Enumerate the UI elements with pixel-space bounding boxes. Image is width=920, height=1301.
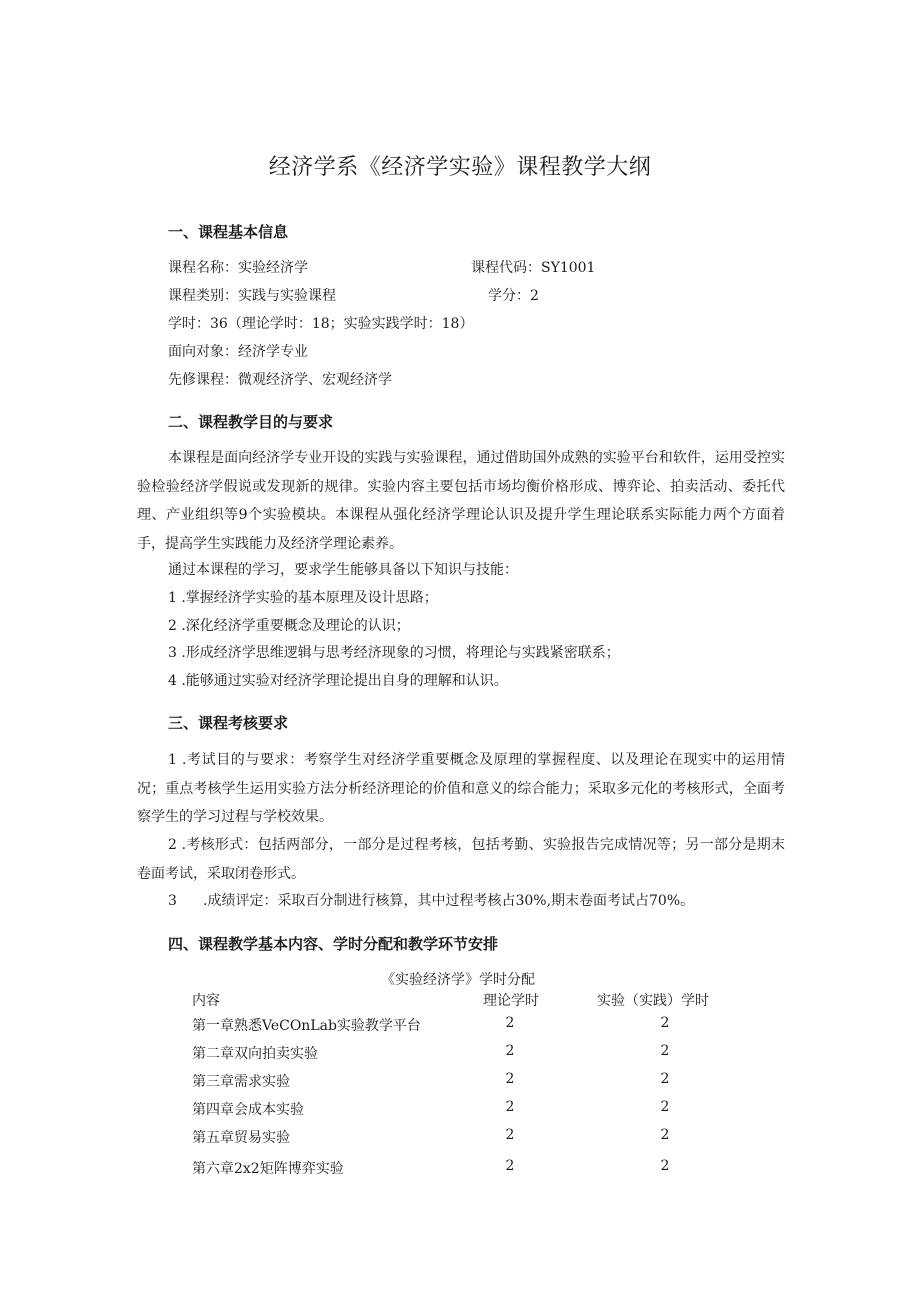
row-theory: 2 [505, 1071, 515, 1087]
row-practice: 2 [660, 1127, 670, 1143]
row-content: 第四章会成本实验 [192, 1102, 304, 1118]
course-credit: 学分：2 [488, 288, 539, 304]
table-row [0, 1071, 920, 1093]
course-prereq: 先修课程：微观经济学、宏观经济学 [168, 372, 392, 388]
course-category: 课程类别：实践与实验课程 [168, 288, 336, 304]
table-caption: 《实验经济学》学时分配 [381, 972, 535, 988]
section-4-heading: 四、课程教学基本内容、学时分配和教学环节安排 [168, 935, 499, 953]
row-theory: 2 [505, 1099, 515, 1115]
document-title: 经济学系《经济学实验》课程教学大纲 [268, 155, 652, 180]
row-content: 第五章贸易实验 [192, 1130, 290, 1146]
row-content: 第二章双向拍卖实验 [192, 1046, 318, 1062]
exam-format-paragraph: 2 .考核形式：包括两部分，一部分是过程考核，包括考勤、实验报告完成情况等；另一部分是期末卷面考试，采取闭卷形式。 [137, 837, 785, 882]
exam-purpose-paragraph: 1 .考试目的与要求：考察学生对经济学重要概念及原理的掌握程度、以及理论在现实中的运用情况；重点考核学生运用实验方法分析经济理论的价值和意义的综合能力；采取多元化的考核形式，全面考察学生的学习过程与学校效果。 [137, 752, 785, 825]
row-content: 第一章熟悉VeCOnLab实验教学平台 [192, 1018, 421, 1034]
objective-paragraph: 本课程是面向经济学专业开设的实践与实验课程，通过借助国外成熟的实验平台和软件，运用受控实验检验经济学假说或发现新的规律。实验内容主要包括市场均衡价格形成、博弈论、拍卖活动、委托代理、产业组织等9个实验模块。本课程从强化经济学理论认识及提升学生理论联系实际能力两个方面着手，提高学生实践能力及经济学理论素养。 [137, 450, 785, 552]
row-content: 第六章2x2矩阵博弈实验 [192, 1161, 344, 1177]
row-content: 第三章需求实验 [192, 1074, 290, 1090]
skill-item: 1 .掌握经济学实验的基本原理及设计思路； [168, 590, 438, 606]
table-header-content: 内容 [192, 993, 220, 1009]
row-practice: 2 [660, 1043, 670, 1059]
skill-item: 2 .深化经济学重要概念及理论的认识； [168, 618, 410, 634]
course-name: 课程名称：实验经济学 [168, 260, 308, 276]
section-1-heading: 一、课程基本信息 [168, 223, 289, 241]
skill-item: 3 .形成经济学思维逻辑与思考经济现象的习惯，将理论与实践紧密联系； [168, 645, 620, 661]
table-row [0, 1099, 920, 1121]
table-row [0, 1015, 920, 1037]
row-practice: 2 [660, 1158, 670, 1174]
row-theory: 2 [505, 1158, 515, 1174]
course-code: 课程代码：SY1001 [471, 260, 596, 276]
grading-text: .成绩评定：采取百分制进行核算，其中过程考核占30%,期末卷面考试占70%。 [203, 893, 695, 909]
row-theory: 2 [505, 1015, 515, 1031]
section-3-heading: 三、课程考核要求 [168, 714, 289, 732]
row-practice: 2 [660, 1099, 670, 1115]
table-row [0, 1043, 920, 1065]
section-2-heading: 二、课程教学目的与要求 [168, 413, 334, 431]
table-header-practice: 实验（实践）学时 [597, 993, 709, 1009]
skills-intro: 通过本课程的学习，要求学生能够具备以下知识与技能： [168, 562, 518, 578]
course-hours: 学时：36（理论学时：18；实验实践学时：18） [168, 316, 474, 332]
grading-number: 3 [168, 893, 177, 909]
table-header-theory: 理论学时 [483, 993, 539, 1009]
row-practice: 2 [660, 1071, 670, 1087]
table-row [0, 1158, 920, 1180]
row-theory: 2 [505, 1127, 515, 1143]
skill-item: 4 .能够通过实验对经济学理论提出自身的理解和认识。 [168, 673, 508, 689]
course-audience: 面向对象：经济学专业 [168, 344, 308, 360]
row-practice: 2 [660, 1015, 670, 1031]
row-theory: 2 [505, 1043, 515, 1059]
table-row [0, 1127, 920, 1149]
